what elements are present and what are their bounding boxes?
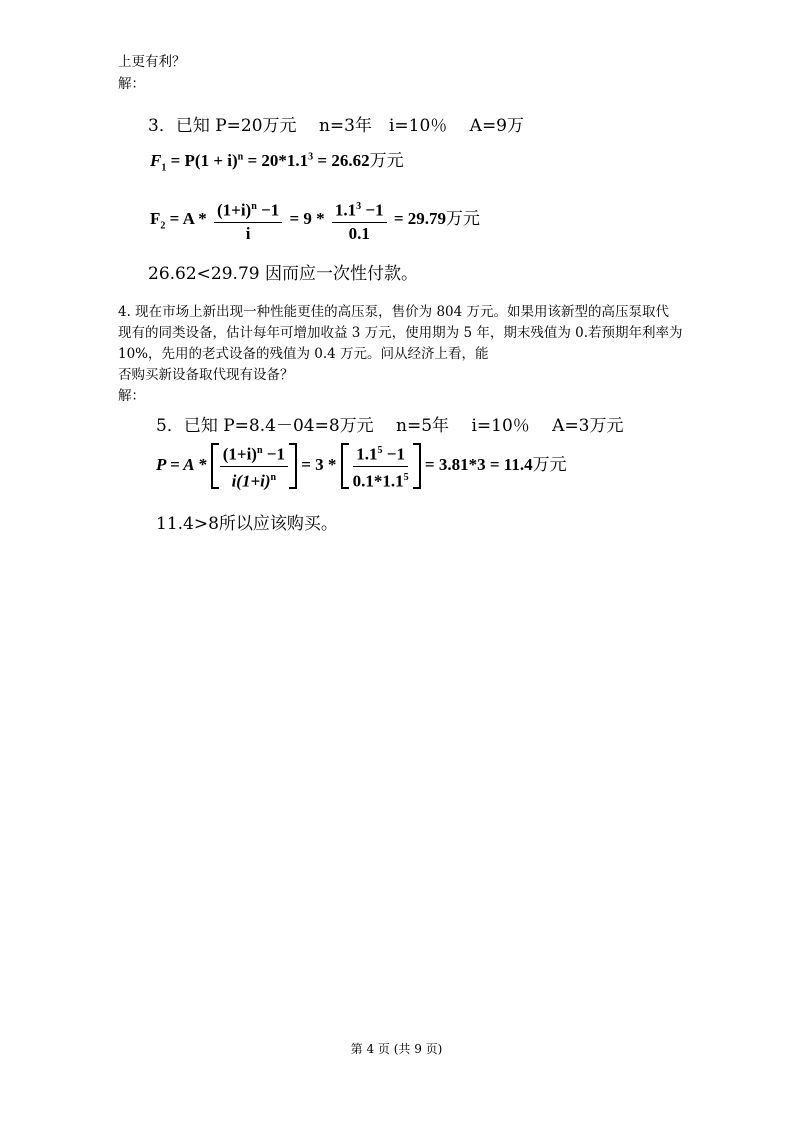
f1-var: F — [150, 151, 162, 170]
q5-lhs: P = A * — [156, 454, 207, 474]
f1-result: = 26.62 — [313, 151, 370, 170]
f2-eq-b: = 9 * — [285, 209, 325, 229]
q5-unit: 万元 — [532, 454, 567, 475]
q4-solution-label: 解： — [118, 388, 145, 404]
f2-result: = 29.79 — [389, 209, 447, 229]
q3-formula-f2 — [150, 197, 480, 244]
q5-result: = 3.81*3 = 11.4 — [420, 454, 533, 474]
f1-exp: n — [237, 151, 244, 163]
f1-rhs-exp: 3 — [308, 151, 314, 163]
q5-formula — [156, 443, 567, 489]
q3-formula-f1 — [150, 146, 404, 173]
solution-label: 解： — [118, 76, 145, 92]
f2-fraction-1: $\frac{(1+i)^n -1}{i}$ — [214, 197, 282, 244]
q4-text-line-3: 10%，先用的老式设备的残值为 0.4 万元。问从经济上看，能 — [118, 346, 489, 362]
q5-conclusion: 11.4>8所以应该购买。 — [156, 514, 338, 534]
intro-line: 上更有利？ — [118, 54, 186, 70]
q4-text-line-4: 否购买新设备取代现有设备？ — [118, 367, 294, 383]
f1-sub: 1 — [161, 162, 167, 174]
q5-given: 5．已知 P=8.4－04=8万元 n=5年 i=10％ A=3万元 — [156, 416, 624, 436]
q3-given: 3．已知 P=20万元 n=3年 i=10％ A=9万 — [148, 116, 524, 136]
q3-conclusion: 26.62<29.79 因而应一次性付款。 — [148, 264, 418, 284]
f2-eq-a: = A * — [165, 209, 207, 229]
q5-bracket-1: $\frac{(1+i)^n -1}{i(1+i)^n}$ — [211, 443, 297, 489]
page-footer: 第 4 页 (共 9 页) — [350, 1042, 443, 1056]
q5-eq-b: = 3 * — [296, 454, 337, 474]
f1-eq: = P(1 + i) — [166, 151, 238, 170]
f2-fraction-2: $\frac{1.1^3 -1}{0.1}$ — [332, 197, 387, 244]
f2-var: F — [150, 209, 161, 229]
q4-text-line-1: 4. 现在市场上新出现一种性能更佳的高压泵，售价为 804 万元。如果用该新型的高压泵取代 — [118, 304, 670, 320]
q5-bracket-2: $\frac{1.1^5 -1}{0.1*1.1^5}$ — [341, 443, 421, 489]
f1-rhs: = 20*1.1 — [243, 151, 309, 170]
f2-unit: 万元 — [446, 209, 481, 230]
q4-text-line-2: 现有的同类设备，估计每年可增加收益 3 万元，使用期为 5 年，期末残值为 0.若预期年利率为 — [118, 325, 683, 341]
f1-unit: 万元 — [369, 151, 404, 171]
f2-sub: 2 — [160, 220, 166, 232]
